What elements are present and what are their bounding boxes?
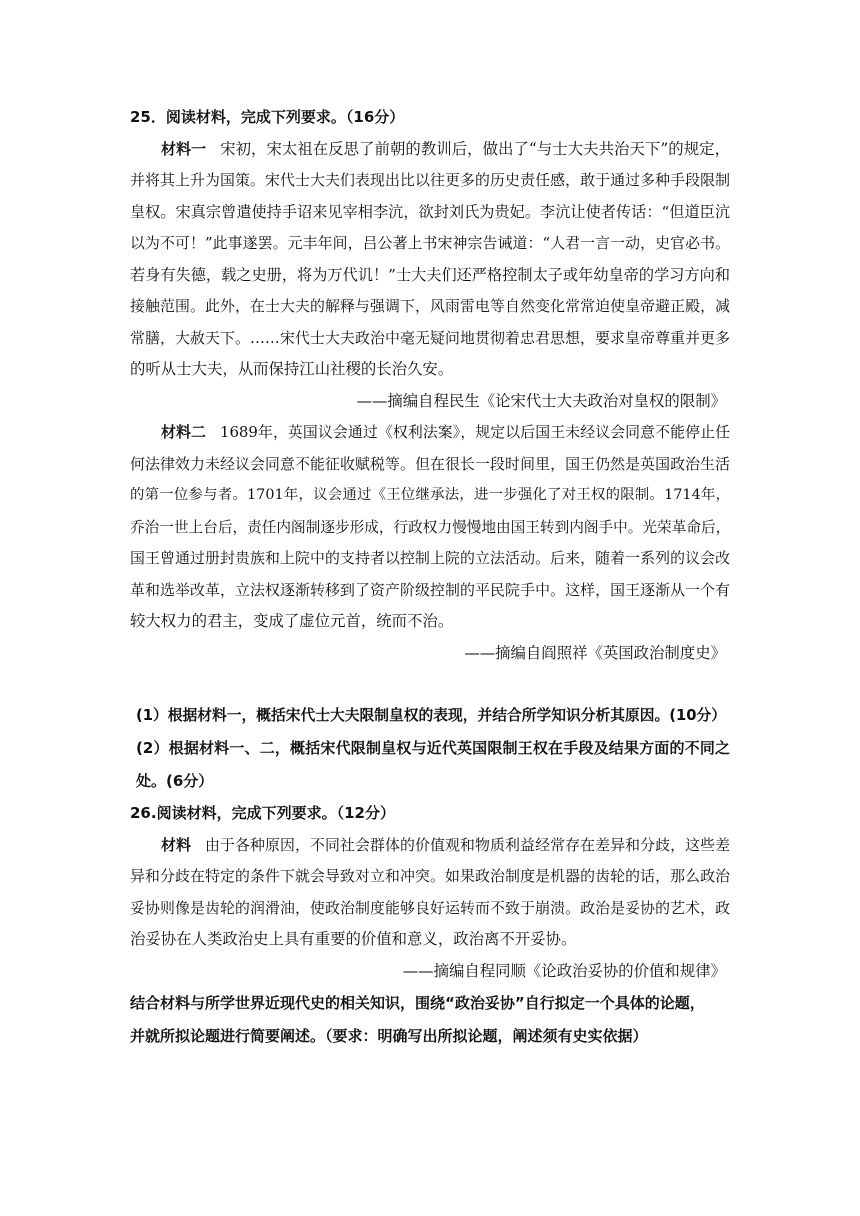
- material-one-line: 并将其上升为国策。宋代士大夫们表现出比以往更多的历史责任感，敢于通过多种手段限制: [130, 171, 730, 189]
- material-two: [130, 417, 730, 669]
- material-26-source: ——摘编自程同顺《论政治妥协的价值和规律》: [402, 961, 726, 980]
- subquestion-2-continued: 处。(6分）: [136, 772, 214, 790]
- material-two-line: 的第一位参与者。1701年，议会通过《王位继承法，进一步强化了对王权的限制。1714年，: [130, 487, 730, 503]
- material-two-line: 乔治一世上台后，责任内阁制逐步形成，行政权力慢慢地由国王转到内阁手中。光荣革命后，: [130, 518, 731, 536]
- material-two-line: 材料二 1689年，英国议会通过《权利法案》，规定以后国王未经议会同意不能停止任: [161, 423, 730, 441]
- question-25-subquestions: [130, 699, 730, 798]
- material-two-line: 革和选举改革，立法权逐渐转移到了资产阶级控制的平民院手中。这样，国王逐渐从一个有: [130, 580, 730, 599]
- material-26-line: 材料 由于各种原因，不同社会群体的价值观和物质利益经常存在差异和分歧，这些差: [161, 835, 730, 854]
- material-one-line: 材料一 宋初，宋太祖在反思了前朝的教训后，做出了“与士大夫共治天下”的规定，: [161, 139, 730, 158]
- material-two-label: 材料二: [161, 423, 206, 441]
- material-one-line: 的听从士大夫，从而保持江山社稷的长治久安。: [130, 360, 454, 378]
- material-26-line: 妥协则像是齿轮的润滑油，使政治制度能够良好运转而不致于崩溃。政治是妥协的艺术，政: [130, 898, 730, 917]
- material-26-label: 材料: [161, 835, 192, 854]
- exam-page: [130, 102, 730, 1053]
- material-two-line: 国王曾通过册封贵族和上院中的支持者以控制上院的立法活动。后来，随着一系列的议会改: [130, 549, 730, 567]
- subquestion-2: (2）根据材料一、二，概括宋代限制皇权与近代英国限制王权在手段及结果方面的不同之: [136, 739, 730, 757]
- subquestion-1: (1）根据材料一，概括宋代士大夫限制皇权的表现，并结合所学知识分析其原因。(10分）: [136, 707, 727, 724]
- question-26-prompt: [130, 987, 730, 1053]
- material-one-line: 接触范围。此外，在士大夫的解释与强调下，风雨雷电等自然变化常常迫使皇帝避正殿，减: [130, 297, 730, 315]
- material-one-line: 常膳，大赦天下。……宋代士大夫政治中毫无疑问地贯彻着忠君思想，要求皇帝尊重并更多: [130, 328, 730, 347]
- material-one-line: 若身有失德，载之史册，将为万代讥！”士大夫们还严格控制太子或年幼皇帝的学习方向和: [130, 265, 730, 284]
- material-one: [130, 134, 730, 418]
- material-two-line: 何法律效力未经议会同意不能征收赋税等。但在很长一段时间里，国王仍然是英国政治生活: [130, 454, 730, 473]
- material-two-source: ——摘编自阎照祥《英国政治制度史》: [464, 643, 726, 662]
- material-26-line: 治妥协在人类政治史上具有重要的价值和意义，政治离不开妥协。: [130, 930, 577, 948]
- prompt-line: 结合材料与所学世界近现代史的相关知识，围绕“政治妥协”自行拟定一个具体的论题，: [130, 994, 705, 1012]
- question-25-title: 25．阅读材料，完成下列要求。（16分）: [130, 108, 405, 126]
- material-26-line: 异和分歧在特定的条件下就会导致对立和冲突。如果政治制度是机器的齿轮的话，那么政治: [130, 867, 730, 885]
- prompt-line: 并就所拟论题进行简要阐述。（要求：明确写出所拟论题，阐述须有史实依据）: [130, 1027, 648, 1045]
- material-two-line: 较大权力的君主，变成了虚位元首，统而不治。: [130, 612, 454, 630]
- material-26: [130, 830, 730, 988]
- material-one-label: 材料一: [161, 139, 207, 158]
- material-one-line: 以为不可！”此事遂罢。元丰年间，吕公著上书宋神宗告诫道：“人君一言一动，史官必书。: [130, 234, 730, 252]
- material-one-line: 皇权。宋真宗曾遣使持手诏来见宰相李沆，欲封刘氏为贵妃。李沆让使者传话：“但道臣沆: [130, 202, 730, 221]
- question-26-title: 26.阅读材料，完成下列要求。（12分）: [130, 804, 395, 822]
- material-one-source: ——摘编自程民生《论宋代士大夫政治对皇权的限制》: [356, 391, 726, 410]
